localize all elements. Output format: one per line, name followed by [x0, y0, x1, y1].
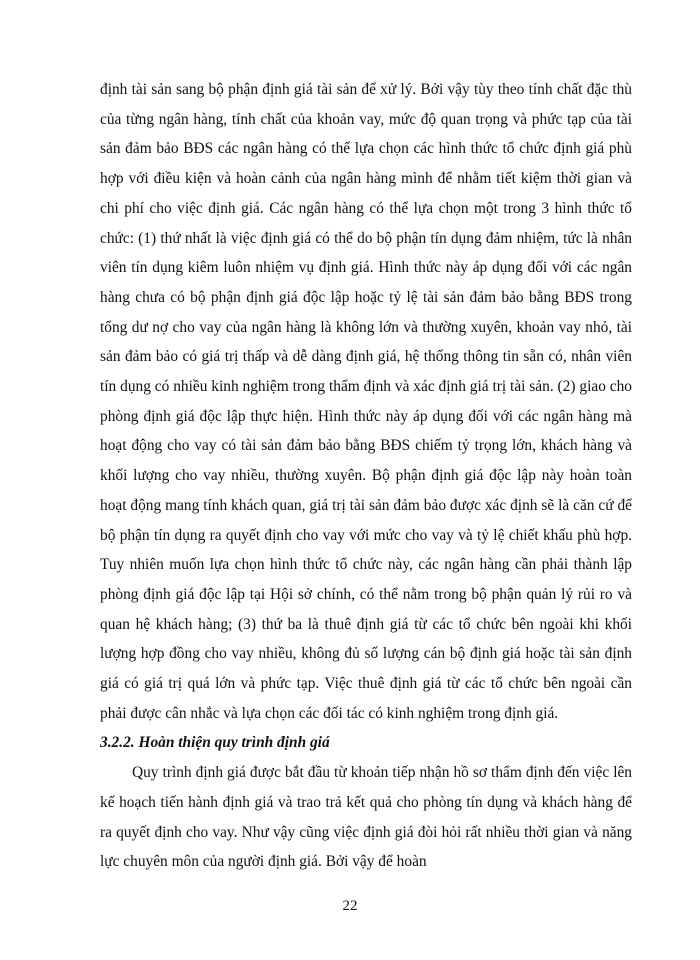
body-paragraph: định tài sản sang bộ phận định giá tài sản để xử lý. Bởi vậy tùy theo tính chất đặc thù của từng ngân hàng, tính chất của khoản vay, mức độ quan trọng và phức tạp của tài sản đảm bảo BĐS các ngân hàng có thể lựa chọn các hình thức tổ chức định giá phù hợp với điều kiện và hoàn cảnh của ngân hàng mình để nhằm tiết kiệm thời gian và chi phí cho việc định giá. Các ngân hàng có thể lựa chọn một trong 3 hình thức tổ chức: (1) thứ nhất là việc định giá có thể do bộ phận tín dụng đảm nhiệm, tức là nhân viên tín dụng kiêm luôn nhiệm vụ định giá. Hình thức này áp dụng đối với các ngân hàng chưa có bộ phận định giá độc lập hoặc tỷ lệ tài sản đảm bảo bằng BĐS trong tổng dư nợ cho vay của ngân hàng là không lớn và thường xuyên, khoản vay nhỏ, tài sản đảm bảo có giá trị thấp và dễ dàng định giá, hệ thống thông tin sẵn có, nhân viên tín dụng có nhiều kinh nghiệm trong thẩm định và xác định giá trị tài sản. (2) giao cho phòng định giá độc lập thực hiện. Hình thức này áp dụng đối với các ngân hàng mà hoạt động cho vay có tài sản đảm bảo bằng BĐS chiếm tỷ trọng lớn, khách hàng và khối lượng cho vay nhiều, thường xuyên. Bộ phận định giá độc lập này hoàn toàn hoạt động mang tính khách quan, giá trị tài sản đảm bảo được xác định sẽ là căn cứ để bộ phận tín dụng ra quyết định cho vay với mức cho vay và tỷ lệ chiết khấu phù hợp. Tuy nhiên muốn lựa chọn hình thức tổ chức này, các ngân hàng cần phải thành lập phòng định giá độc lập tại Hội sở chính, có thể nằm trong bộ phận quản lý rủi ro và quan hệ khách hàng; (3) thứ ba là thuê định giá từ các tổ chức bên ngoài khi khối lượng hợp đồng cho vay nhiều, không đủ số lượng cán bộ định giá hoặc tài sản định giá có giá trị quá lớn và phức tạp. Việc thuê định giá từ các tổ chức bên ngoài cần phải được cân nhắc và lựa chọn các đối tác có kinh nghiệm trong định giá. [100, 81, 632, 722]
body-paragraph-after-heading: Quy trình định giá được bắt đầu từ khoản tiếp nhận hồ sơ thẩm định đến việc lên kế hoạch tiến hành định giá và trao trả kết quả cho phòng tín dụng và khách hàng để ra quyết định cho vay. Như vậy cũng việc định giá đòi hỏi rất nhiều thời gian và năng lực chuyên môn của người định giá. Bởi vậy để hoàn [100, 764, 632, 871]
page-content [100, 75, 632, 877]
section-heading: 3.2.2. Hoàn thiện quy trình định giá [100, 734, 330, 752]
page-number: 22 [342, 898, 358, 914]
